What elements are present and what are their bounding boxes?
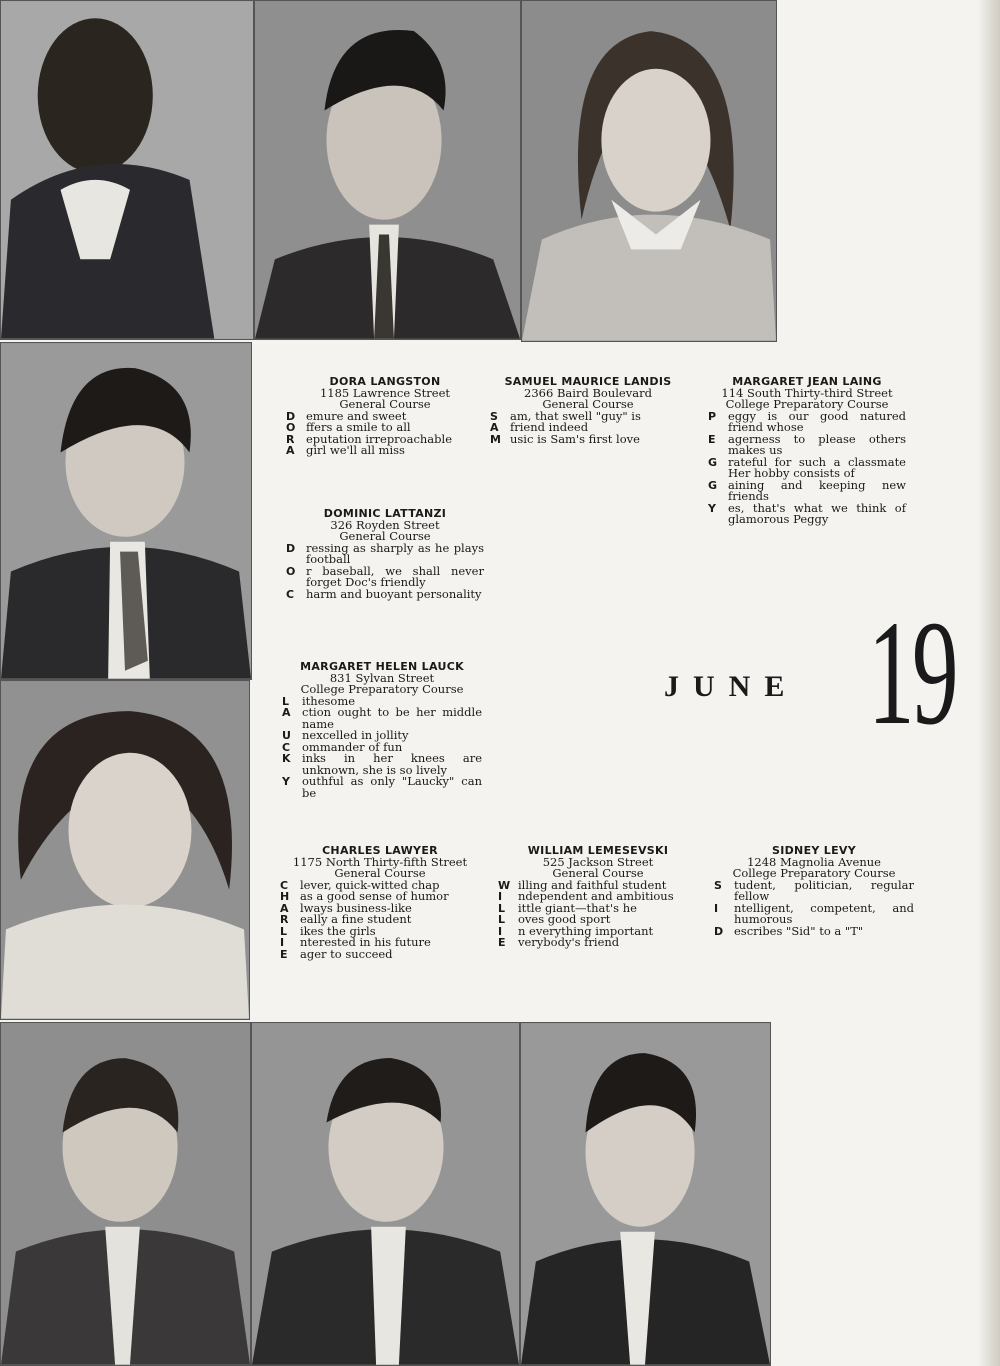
student-course: General Course bbox=[334, 866, 426, 880]
student-course: General Course bbox=[339, 529, 431, 543]
student-name: CHARLES LAWYER bbox=[322, 844, 438, 857]
student-course: College Preparatory Course bbox=[300, 682, 464, 696]
acrostic-line: E ager to succeed bbox=[280, 946, 393, 961]
acrostic-line: A ction ought to be her middle name bbox=[282, 705, 482, 731]
acrostic-line: G aining and keeping new friends bbox=[708, 477, 906, 503]
student-name: MARGARET HELEN LAUCK bbox=[300, 660, 464, 673]
acrostic-line: A girl we'll all miss bbox=[286, 443, 405, 457]
bio-margaret-lauck bbox=[282, 661, 482, 799]
acrostic-line: I nterested in his future bbox=[280, 935, 431, 949]
acrostic-line: Y es, that's what we think of glamorous Peggy bbox=[708, 500, 906, 526]
month-heading: JUNE bbox=[664, 670, 799, 703]
portrait-photo bbox=[254, 0, 521, 340]
student-name: WILLIAM LEMESEVSKI bbox=[527, 844, 669, 857]
student-course: General Course bbox=[542, 397, 634, 411]
acrostic-line: I n everything important bbox=[498, 923, 654, 938]
student-address: 1175 North Thirty-fifth Street bbox=[292, 854, 468, 869]
portrait-photo bbox=[0, 0, 254, 340]
acrostic-line: R eputation irreproachable bbox=[286, 431, 453, 446]
acrostic-line: A lways business-like bbox=[280, 900, 412, 915]
bio-samuel-landis bbox=[490, 376, 686, 445]
student-course: College Preparatory Course bbox=[732, 866, 896, 880]
acrostic-line: O r baseball, we shall never forget Doc's friendly bbox=[286, 563, 484, 589]
acrostic-line: C lever, quick-witted chap bbox=[280, 877, 440, 892]
acrostic-line: G rateful for such a classmate Her hobby consists of bbox=[708, 454, 906, 480]
bio-william-lemesevski bbox=[498, 845, 698, 949]
student-address: 326 Royden Street bbox=[330, 517, 440, 532]
acrostic-line: A friend indeed bbox=[490, 420, 589, 434]
acrostic-line: L ithesome bbox=[282, 693, 356, 708]
acrostic-line: S tudent, politician, regular fellow bbox=[714, 877, 914, 903]
acrostic-line: E agerness to please others makes us bbox=[708, 431, 906, 457]
student-name: SIDNEY LEVY bbox=[772, 844, 856, 857]
acrostic-line: E verybody's friend bbox=[498, 935, 620, 949]
student-name: MARGARET JEAN LAING bbox=[732, 375, 882, 388]
portrait-photo bbox=[521, 0, 777, 342]
student-name: DOMINIC LATTANZI bbox=[323, 507, 447, 520]
acrostic-line: L ikes the girls bbox=[280, 923, 376, 938]
student-address: 831 Sylvan Street bbox=[329, 670, 435, 685]
acrostic-line: D emure and sweet bbox=[286, 408, 407, 423]
portrait-photo bbox=[520, 1022, 771, 1366]
acrostic-line: D escribes "Sid" to a "T" bbox=[714, 923, 864, 938]
acrostic-line: C ommander of fun bbox=[282, 739, 403, 754]
student-address: 1185 Lawrence Street bbox=[319, 385, 451, 400]
student-address: 525 Jackson Street bbox=[542, 854, 654, 869]
student-course: General Course bbox=[339, 397, 431, 411]
student-course: College Preparatory Course bbox=[725, 397, 889, 411]
acrostic-line: C harm and buoyant personality bbox=[286, 586, 482, 601]
acrostic-line: Y outhful as only "Laucky" can be bbox=[282, 774, 482, 800]
acrostic-line: K inks in her knees are unknown, she is so lively bbox=[282, 751, 482, 777]
acrostic-line: P eggy is our good natured friend whose bbox=[708, 408, 906, 434]
bio-dominic-lattanzi bbox=[286, 508, 484, 600]
portrait-photo bbox=[251, 1022, 520, 1366]
student-address: 1248 Magnolia Avenue bbox=[747, 854, 881, 869]
year-heading: 19 bbox=[868, 590, 957, 756]
acrostic-line: I ntelligent, competent, and humorous bbox=[714, 900, 914, 926]
bio-margaret-laing bbox=[708, 376, 906, 526]
acrostic-line: W illing and faithful student bbox=[498, 877, 667, 892]
acrostic-line: O ffers a smile to all bbox=[286, 420, 411, 434]
acrostic-line: M usic is Sam's first love bbox=[490, 431, 640, 446]
acrostic-line: H as a good sense of humor bbox=[280, 889, 449, 903]
student-address: 2366 Baird Boulevard bbox=[524, 385, 652, 400]
student-course: General Course bbox=[552, 866, 644, 880]
portrait-photo bbox=[0, 1022, 251, 1366]
acrostic-line: L ittle giant—that's he bbox=[498, 900, 637, 915]
portrait-photo bbox=[0, 342, 252, 680]
bio-sidney-levy bbox=[714, 845, 914, 937]
bio-charles-lawyer bbox=[280, 845, 480, 960]
acrostic-line: U nexcelled in jollity bbox=[282, 728, 409, 742]
student-address: 114 South Thirty-third Street bbox=[721, 385, 893, 400]
acrostic-line: L oves good sport bbox=[498, 912, 611, 926]
acrostic-line: S am, that swell "guy" is bbox=[490, 408, 641, 423]
page-edge-shadow bbox=[978, 0, 1000, 1366]
student-name: SAMUEL MAURICE LANDIS bbox=[504, 375, 672, 388]
acrostic-line: R eally a fine student bbox=[280, 912, 412, 926]
acrostic-line: I ndependent and ambitious bbox=[498, 889, 674, 903]
student-name: DORA LANGSTON bbox=[329, 375, 441, 388]
acrostic-line: D ressing as sharply as he plays football bbox=[286, 540, 484, 566]
portrait-photo bbox=[0, 680, 250, 1020]
bio-dora-langston bbox=[286, 376, 484, 457]
